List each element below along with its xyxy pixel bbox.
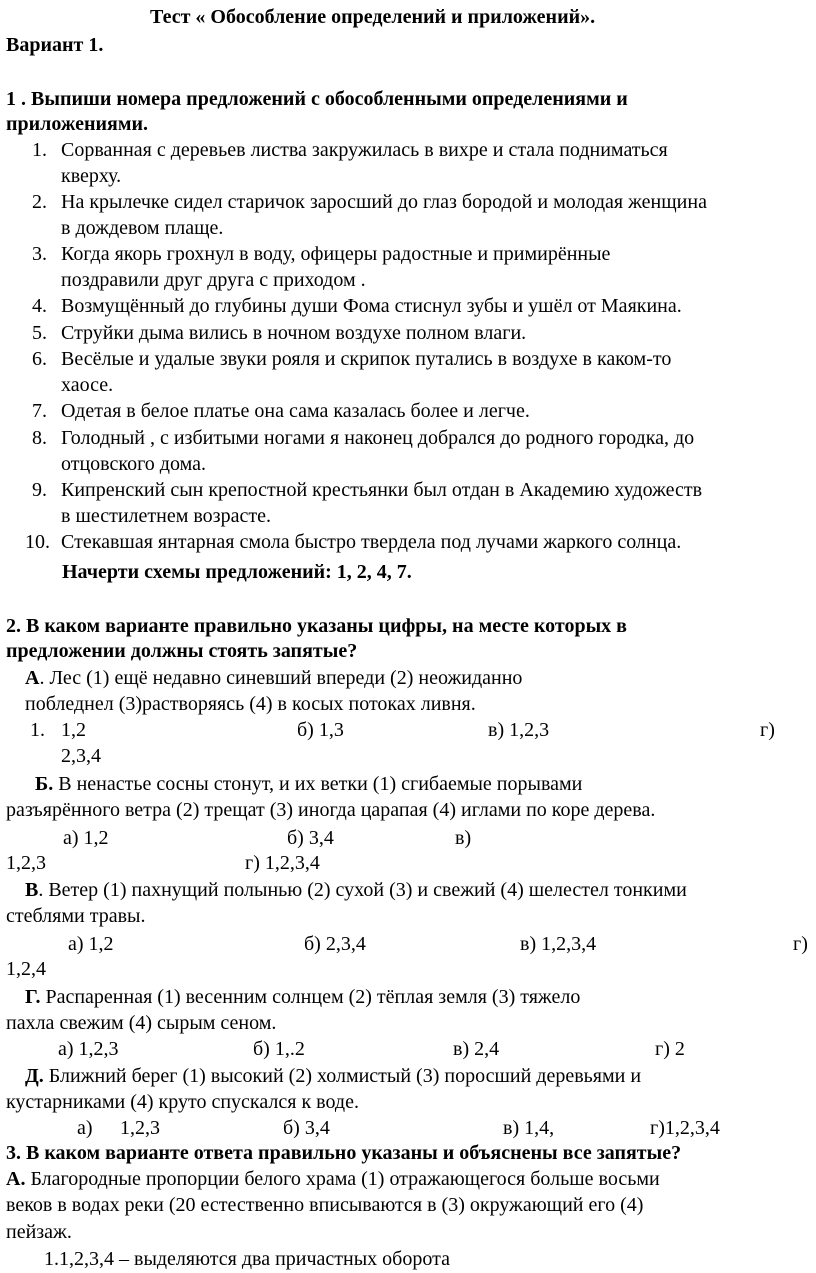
q2d-option-2: б) 3,4 [283, 1117, 330, 1139]
q1-item-number: 10. [25, 531, 50, 553]
q2d-letter: Д. [25, 1065, 44, 1087]
q2g-letter: Г. [25, 986, 41, 1008]
q2g-option-3: в) 2,4 [453, 1038, 500, 1060]
q1-schemes-task: Начерти схемы предложений: 1, 2, 4, 7. [62, 561, 412, 583]
q2d-option-3: в) 1,4, [503, 1117, 555, 1139]
q1-item-text-continued: в дождевом плаще. [61, 217, 224, 239]
page-title: Тест « Обособление определений и приложений». [150, 6, 596, 28]
q2v-text1: . Ветер (1) пахнущий полынью (2) сухой (3) и свежий (4) шелестел тонкими [38, 879, 687, 901]
q2b-option-4: г) 1,2,3,4 [245, 852, 320, 874]
q2d-text1: Ближний берег (1) высокий (2) холмистый (3) поросший деревьями и [43, 1065, 642, 1087]
q2b-option-3: в) [455, 827, 472, 849]
q1-item-text-continued: поздравили друг друга с приходом . [61, 269, 366, 291]
q2v-option-1: а) 1,2 [68, 933, 114, 955]
q3a-line1 [6, 1166, 660, 1192]
q2v-line1 [25, 877, 687, 903]
q2a-option-4-value: 2,3,4 [61, 745, 101, 767]
q1-item-text: Струйки дыма вились в ночном воздухе полном влаги. [61, 322, 527, 344]
q3-heading: 3. В каком варианте ответа правильно указаны и объяснены все запятые? [6, 1142, 682, 1164]
q3a-line3: пейзаж. [6, 1221, 72, 1243]
q2v-option-3: в) 1,2,3,4 [520, 933, 597, 955]
q2a-option-4: г) [760, 719, 775, 741]
q1-item-text: Возмущённый до глубины души Фома стиснул зубы и ушёл от Маякина. [61, 295, 682, 317]
q2d-option-4: г)1,2,3,4 [650, 1117, 720, 1139]
q3a-option-1: 1.1,2,3,4 – выделяются два причастных оборота [44, 1248, 450, 1270]
q2-heading-line1: 2. В каком варианте правильно указаны цифры, на месте которых в [6, 615, 627, 637]
q2b-line2: разъярённого ветра (2) трещат (3) иногда царапая (4) иглами по коре дерева. [6, 799, 656, 821]
q1-item-text-continued: в шестилетнем возрасте. [61, 505, 271, 527]
q1-item-text: На крылечке сидел старичок заросший до глаз бородой и молодая женщина [61, 191, 707, 213]
q2a-line2: побледнел (3)растворяясь (4) в косых потоках ливня. [25, 693, 476, 715]
q2v-line2: стеблями травы. [6, 905, 146, 927]
q1-item-text: Весёлые и удалые звуки рояля и скрипок путались в воздухе в каком-то [61, 348, 672, 370]
q2a-letter: А [25, 667, 40, 689]
q2g-option-1: а) 1,2,3 [58, 1038, 119, 1060]
q2b-text1: В ненастье сосны стонут, и их ветки (1) сгибаемые порывами [58, 773, 583, 795]
q2g-option-4: г) 2 [655, 1038, 685, 1060]
q2d-line1 [25, 1063, 641, 1089]
q1-item-text: Сорванная с деревьев листва закружилась в вихре и стала подниматься [61, 139, 668, 161]
q1-item-number: 9. [32, 479, 47, 501]
q2b-line1 [35, 771, 582, 797]
q1-item-text-continued: кверху. [61, 165, 122, 187]
q2v-option-4: г) [793, 933, 808, 955]
q2v-letter: В [25, 879, 39, 901]
q2a-text1: . Лес (1) ещё недавно синевший впереди (2) неожиданно [39, 667, 523, 689]
q2g-line2: пахла свежим (4) сырым сеном. [6, 1012, 277, 1034]
q1-item-text-continued: отцовского дома. [61, 453, 206, 475]
q2b-option-3-value: 1,2,3 [6, 852, 46, 874]
q2a-option-3: в) 1,2,3 [488, 719, 550, 741]
q3a-line2: веков в водах реки (20 естественно вписываются в (3) окружающий его (4) [6, 1194, 644, 1216]
q1-item-number: 2. [32, 191, 47, 213]
q2-heading-line2: предложении должны стоять запятые? [6, 640, 358, 662]
q1-item-number: 1. [32, 139, 47, 161]
q2d-option-1: а) [77, 1117, 93, 1139]
variant-label: Вариант 1. [6, 34, 104, 56]
q1-item-text: Когда якорь грохнул в воду, офицеры радостные и примирённые [61, 243, 611, 265]
q2a-option-num: 1. [30, 719, 45, 741]
q1-item-number: 5. [32, 322, 47, 344]
q1-item-text: Голодный , с избитыми ногами я наконец добрался до родного городка, до [61, 427, 695, 449]
q1-item-number: 7. [32, 400, 47, 422]
q1-item-text: Кипренский сын крепостной крестьянки был отдан в Академию художеств [61, 479, 703, 501]
q2g-line1 [25, 984, 580, 1010]
q1-item-number: 3. [32, 243, 47, 265]
q2a-option-1: 1,2 [61, 719, 86, 741]
q1-item-text: Стекавшая янтарная смола быстро твердела под лучами жаркого солнца. [61, 531, 682, 553]
q3a-text1: Благородные пропорции белого храма (1) отражающегося больше восьми [25, 1168, 660, 1190]
q3a-letter: А. [6, 1168, 26, 1190]
q1-heading-line1: 1 . Выпиши номера предложений с обособленными определениями и [6, 88, 628, 110]
q2g-text1: Распаренная (1) весенним солнцем (2) тёплая земля (3) тяжело [40, 986, 581, 1008]
q2d-line2: кустарниками (4) круто спускался к воде. [6, 1091, 359, 1113]
q2g-option-2: б) 1,.2 [253, 1038, 305, 1060]
q2b-option-1: а) 1,2 [63, 827, 109, 849]
q1-item-number: 8. [32, 427, 47, 449]
q1-item-number: 6. [32, 348, 47, 370]
q2a-line1 [25, 665, 522, 691]
q2b-letter: Б. [35, 773, 54, 795]
q2v-option-4-value: 1,2,4 [6, 958, 46, 980]
q2a-option-2: б) 1,3 [297, 719, 344, 741]
q1-item-number: 4. [32, 295, 47, 317]
q2d-option-1-value: 1,2,3 [120, 1117, 160, 1139]
q2b-option-2: б) 3,4 [287, 827, 334, 849]
q1-item-text-continued: хаосе. [61, 374, 114, 396]
q1-item-text: Одетая в белое платье она сама казалась более и легче. [61, 400, 530, 422]
q2v-option-2: б) 2,3,4 [304, 933, 366, 955]
q1-heading-line2: приложениями. [6, 113, 149, 135]
